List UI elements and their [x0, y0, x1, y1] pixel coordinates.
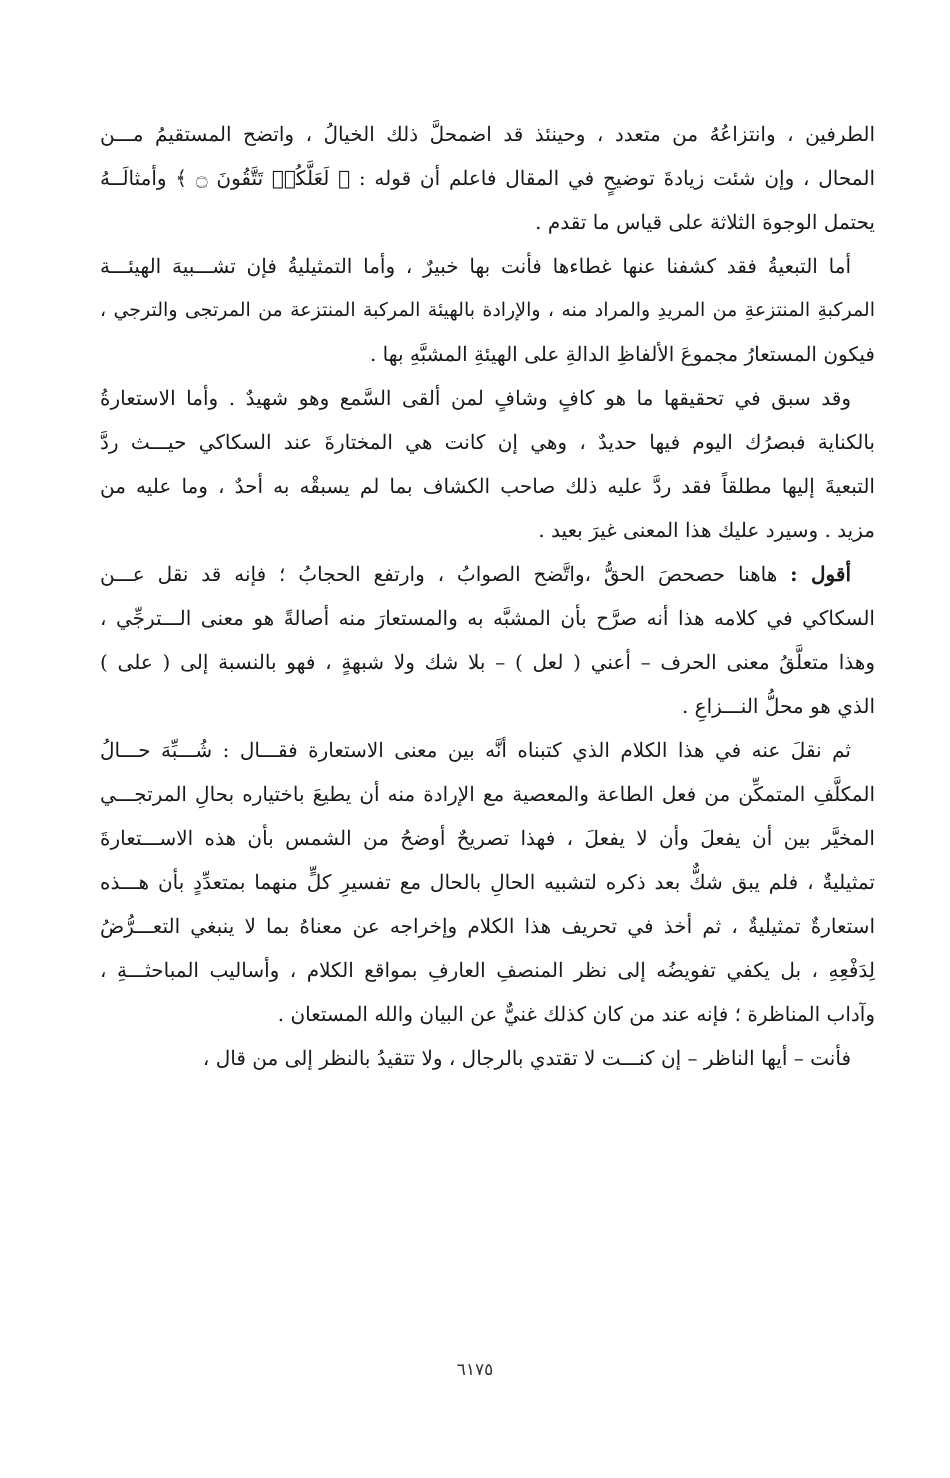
text-line: تمثيليةٌ ، فلم يبق شكٌّ بعد ذكره لتشبيه الحالِ بالحال مع تفسيرِ كلٍّ منهما بمتعدِّدٍ بأن هـــذه	[100, 870, 875, 894]
text-line: المحال ، وإن شئت زيادةَ توضيحٍ في المقال فاعلم أن قوله : ﴿ لَعَلَّكُمۡ تَتَّقُونَ ۝ ﴾ وأمثالَــهُ	[100, 166, 875, 190]
text-line: فأنت – أيها الناظر – إن كنـــت لا تقتدي بالرجال ، ولا تتقيدُ بالنظر إلى من قال ،	[202, 1046, 851, 1070]
body-text	[100, 112, 875, 1080]
text-line: يحتمل الوجوهَ الثلاثة على قياس ما تقدم .	[535, 210, 875, 234]
text-line: السكاكي في كلامه هذا أنه صرَّح بأن المشبَّه به والمستعارَ منه أصالةً هو معنى الـــترجِّي ،	[100, 606, 875, 630]
text-line: بالكناية فبصرُك اليوم فيها حديدٌ ، وهي إن كانت هي المختارةَ عند السكاكي حيـــث ردَّ	[100, 430, 875, 454]
text-line: وقد سبق في تحقيقها ما هو كافٍ وشافٍ لمن ألقى السَّمع وهو شهيدٌ . وأما الاستعارةُ	[100, 386, 851, 410]
paragraph	[100, 552, 875, 728]
text-line: التبعيةَ إليها مطلقاً فقد ردَّ عليه ذلك صاحب الكشاف بما لم يسبقْه به أحدٌ ، وما عليه من	[100, 474, 875, 498]
text-line: أما التبعيةُ فقد كشفنا عنها غطاءها فأنت بها خبيرٌ ، وأما التمثيليةُ فإن تشـــبيهَ الهيئـــة	[100, 254, 851, 278]
paragraph	[100, 1036, 875, 1080]
text-line: وهذا متعلَّقُ معنى الحرف – أعني ( لعل ) – بلا شك ولا شبهةٍ ، فهو بالنسبة إلى ( على )	[100, 650, 875, 674]
lead-word: أقول :	[790, 562, 852, 586]
text-line: المكلَّفِ المتمكِّن من فعل الطاعة والمعصية مع الإرادة منه أن يطيعَ باختياره بحالِ المرتجـــي	[100, 782, 875, 806]
paragraph	[100, 376, 875, 552]
paragraph	[100, 244, 875, 376]
text-line: الذي هو محلُّ النـــزاعِ .	[681, 694, 875, 718]
paragraph	[100, 112, 875, 244]
text-line: ثم نقلَ عنه في هذا الكلام الذي كتبناه أنَّه بين معنى الاستعارة فقـــال : شُـــبِّهَ حـــالُ	[100, 738, 851, 762]
text-line: المركبةِ المنتزعةِ من المريدِ والمراد منه ، والإرادة بالهيئة المركبة المنتزعة من المرتجى والترجي ،	[100, 299, 875, 321]
page-number: ٦١٧٥	[456, 1360, 494, 1380]
text-line: وآداب المناظرة ؛ فإنه عند من كان كذلك غنيٌّ عن البيان والله المستعان .	[277, 1002, 875, 1026]
text-line: الطرفين ، وانتزاعُهُ من متعدد ، وحينئذ قد اضمحلَّ ذلك الخيالُ ، واتضح المستقيمُ مـــن	[100, 122, 875, 146]
line-text: هاهنا حصحصَ الحقُّ ،واتَّضح الصوابُ ، وارتفع الحجابُ ؛ فإنه قد نقل عـــن	[100, 562, 778, 586]
text-line: فيكون المستعارُ مجموعَ الألفاظِ الدالةِ على الهيئةِ المشبَّهِ بها .	[369, 342, 875, 366]
paragraph	[100, 728, 875, 1036]
text-line: مزيد . وسيرد عليك هذا المعنى غيرَ بعيد .	[538, 518, 875, 542]
text-line: لِدَفْعِهِ ، بل يكفي تفويضُه إلى نظر المنصفِ العارفِ بمواقع الكلام ، وأساليب المباحثـــةِ ،	[100, 958, 875, 982]
text-line: المخيَّر بين أن يفعلَ وأن لا يفعلَ ، فهذا تصريحٌ أوضحُ من الشمس بأن هذه الاســـتعارةَ	[100, 826, 875, 850]
text-line	[100, 552, 875, 596]
text-line: استعارةٌ تمثيليةٌ ، ثم أخذ في تحريف هذا الكلام وإخراجه عن معناهُ بما لا ينبغي التعـــرُّضُ	[100, 914, 875, 938]
